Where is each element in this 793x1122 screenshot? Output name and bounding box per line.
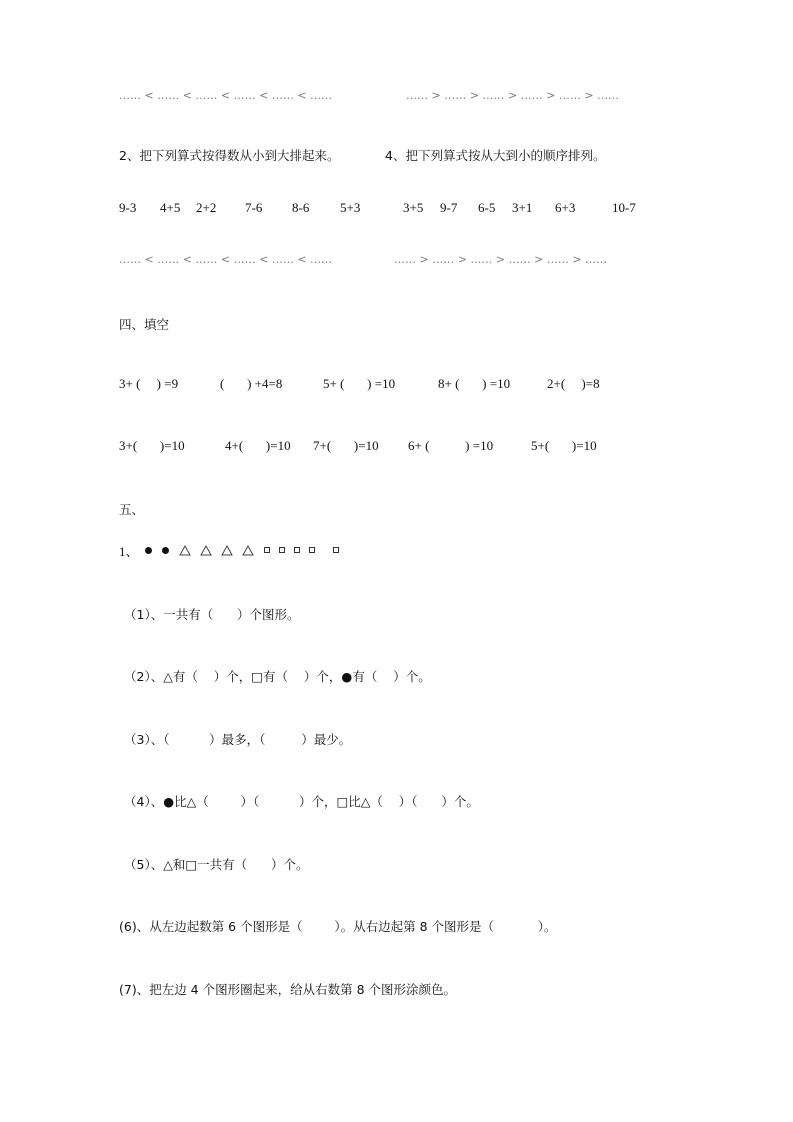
section4-title: 四、填空 [119,317,170,332]
sub-question-2[interactable]: （2）、△有（ ）个，□有（ ）个，●有（ ）个。 [124,669,431,684]
sub-question-4[interactable]: （4）、●比△（ ）（ ）个，□比△（ ）（ ）个。 [124,794,479,809]
triangle-shape-icon [221,541,233,560]
square-shape-icon [264,547,270,553]
fill-blank[interactable]: 8+ ( ) =10 [438,376,511,391]
fill-blank[interactable]: ( ) +4=8 [220,376,283,391]
q4-item: 3+1 [512,200,533,215]
q4-answer-line[interactable]: …… > …… > …… > …… > …… > …… [394,253,608,266]
fill-blank[interactable]: 3+ ( ) =9 [119,376,179,391]
square-shape-icon [279,547,285,553]
q2-answer-line[interactable]: …… < …… < …… < …… < …… < …… [119,253,333,266]
q2-item: 2+2 [196,200,217,215]
descending-answer-line-top: …… > …… > …… > …… > …… > …… [406,89,620,102]
square-shape-icon [309,547,315,553]
sub-question-7: (7)、把左边 4 个图形圈起来，给从右数第 8 个图形涂颜色。 [119,982,457,997]
section5-title: 五、 [119,502,145,517]
square-shape-icon [294,547,300,553]
q4-item: 3+5 [403,200,424,215]
triangle-shape-icon [242,541,254,560]
q2-item: 9-3 [119,200,137,215]
fill-blank[interactable]: 2+( )=8 [547,376,600,391]
q2-item: 4+5 [160,200,181,215]
q2-title: 2、把下列算式按得数从小到大排起来。 [119,148,340,163]
square-shape-icon [333,547,339,553]
q4-item: 9-7 [440,200,458,215]
q2-item: 8-6 [292,200,310,215]
q1-label: 1、 [119,543,139,559]
sub-question-5[interactable]: （5）、△和□一共有（ ）个。 [124,857,309,872]
dot-shape-icon [162,547,169,554]
fill-blank[interactable]: 6+ ( ) =10 [408,438,494,453]
sub-question-3[interactable]: （3）、（ ）最多，（ ）最少。 [124,732,352,747]
q2-item: 5+3 [340,200,361,215]
fill-blank[interactable]: 7+( )=10 [313,438,379,453]
sub-question-6[interactable]: (6)、从左边起数第 6 个图形是（ ）。从右边起第 8 个图形是（ ）。 [119,919,557,934]
ascending-answer-line-top: …… < …… < …… < …… < …… < …… [119,89,333,102]
q4-title: 4、把下列算式按从大到小的顺序排列。 [385,148,606,163]
shape-row [119,542,339,558]
q4-item: 6-5 [478,200,496,215]
q4-item: 6+3 [555,200,576,215]
triangle-shape-icon [200,541,212,560]
fill-blank[interactable]: 4+( )=10 [225,438,291,453]
fill-blank[interactable]: 5+ ( ) =10 [323,376,396,391]
fill-blank[interactable]: 5+( )=10 [531,438,597,453]
q2-item: 7-6 [245,200,263,215]
q4-item: 10-7 [612,200,636,215]
dot-shape-icon [145,547,152,554]
sub-question-1[interactable]: （1）、一共有（ ）个图形。 [124,607,300,622]
fill-blank[interactable]: 3+( )=10 [119,438,185,453]
triangle-shape-icon [179,541,191,560]
